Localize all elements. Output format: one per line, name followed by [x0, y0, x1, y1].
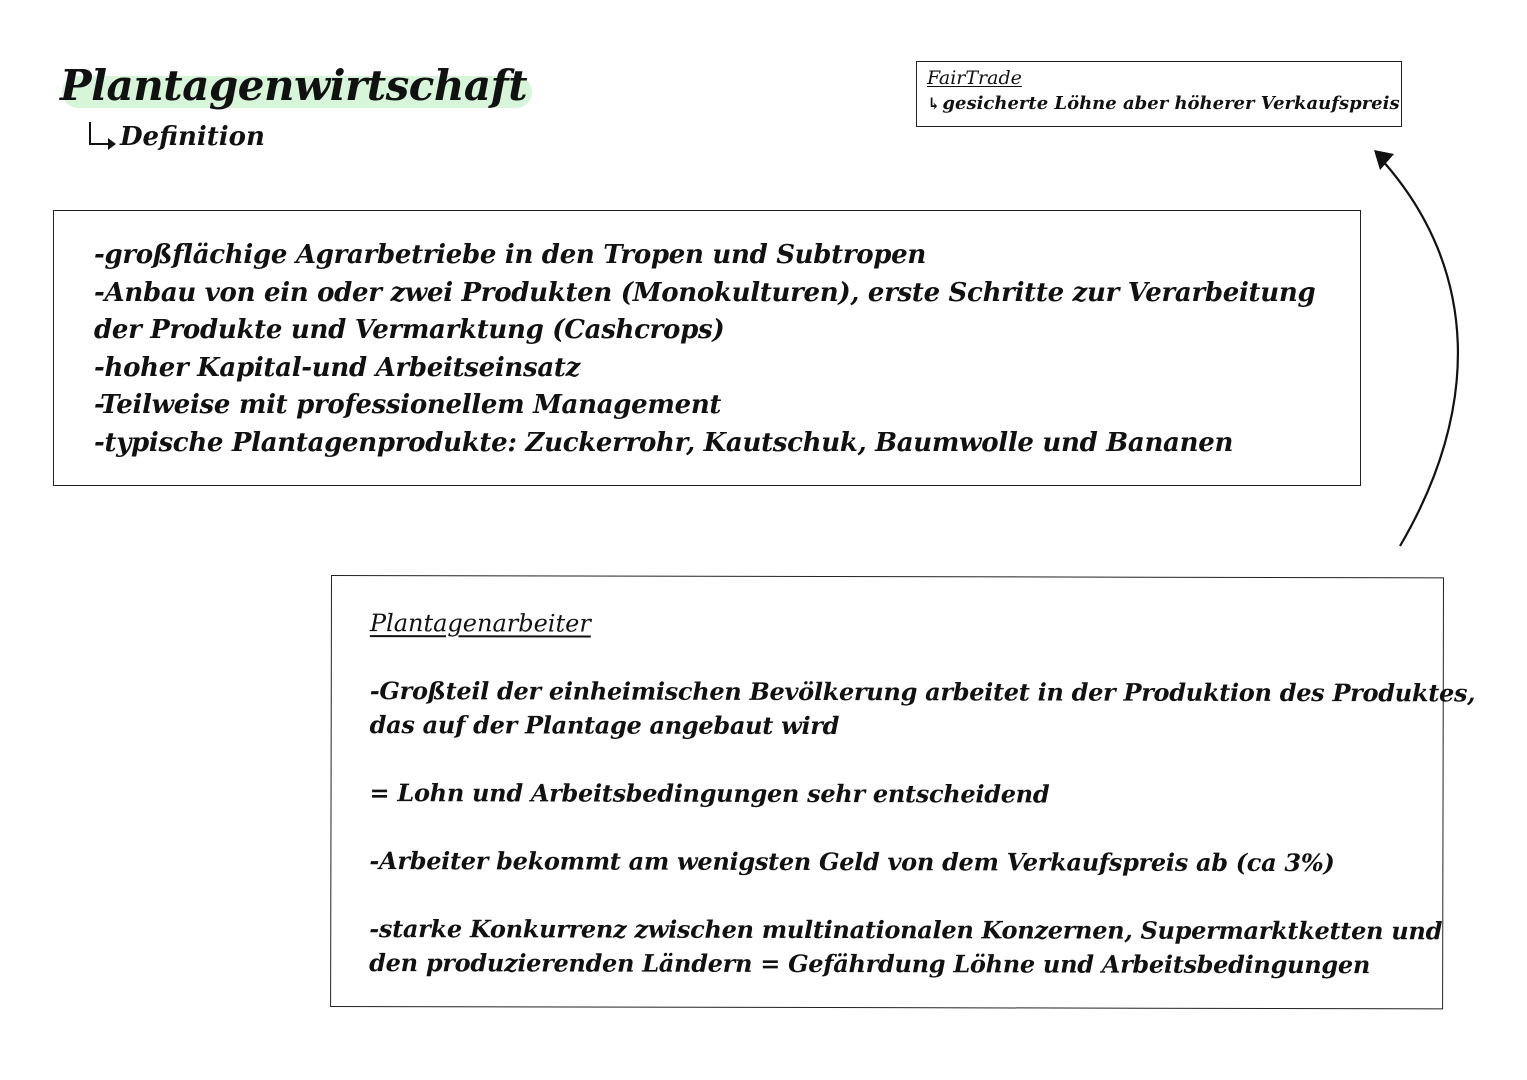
elbow-arrow-icon: [86, 120, 118, 154]
workers-box: [330, 575, 1476, 1009]
curved-arrow-icon: [1360, 140, 1480, 560]
definition-box: [53, 210, 1361, 486]
subheading-label: Definition: [120, 122, 265, 152]
workers-title: Plantagenarbeiter: [369, 609, 591, 638]
workers-paragraph: [370, 776, 1427, 812]
definition-subheading: [86, 120, 265, 154]
fairtrade-title: FairTrade: [927, 67, 1022, 89]
definition-line: -hoher Kapital-und Arbeitseinsatz: [94, 352, 581, 383]
fairtrade-note: [927, 91, 1400, 117]
workers-line: den produzierenden Ländern = Gefährdung Löhne und Arbeitsbedingungen: [369, 948, 1371, 980]
workers-paragraph: [369, 844, 1426, 880]
workers-line: = Lohn und Arbeitsbedingungen sehr entscheidend: [369, 778, 1050, 809]
fairtrade-box: [916, 61, 1402, 127]
workers-paragraph: [369, 912, 1443, 982]
definition-line: -großflächige Agrarbetriebe in den Tropen und Subtropen: [94, 240, 927, 270]
workers-line: -Großteil der einheimischen Bevölkerung arbeitet in der Produktion des Produktes,: [369, 676, 1476, 708]
elbow-arrow-icon: ↳: [927, 94, 941, 113]
workers-line: das auf der Plantage angebaut wird: [369, 710, 840, 741]
definition-line: -Anbau von ein oder zwei Produkten (Monokulturen), erste Schritte zur Verarbeitung: [94, 277, 1316, 308]
page-title: Plantagenwirtschaft: [60, 61, 528, 110]
workers-paragraph: [369, 674, 1476, 744]
workers-line: -Arbeiter bekommt am wenigsten Geld von dem Verkaufspreis ab (ca 3%): [369, 846, 1335, 878]
definition-line: -Teilweise mit professionellem Management: [94, 390, 722, 420]
definition-line: der Produkte und Vermarktung (Cashcrops): [94, 315, 725, 345]
page-title-group: [60, 58, 527, 114]
workers-line: -starke Konkurrenz zwischen multinationalen Konzernen, Supermarktketten und: [369, 914, 1443, 946]
fairtrade-note-text: gesicherte Löhne aber höherer Verkaufspreis: [942, 93, 1400, 114]
definition-line: -typische Plantagenprodukte: Zuckerrohr, Kautschuk, Baumwolle und Bananen: [94, 427, 1234, 458]
